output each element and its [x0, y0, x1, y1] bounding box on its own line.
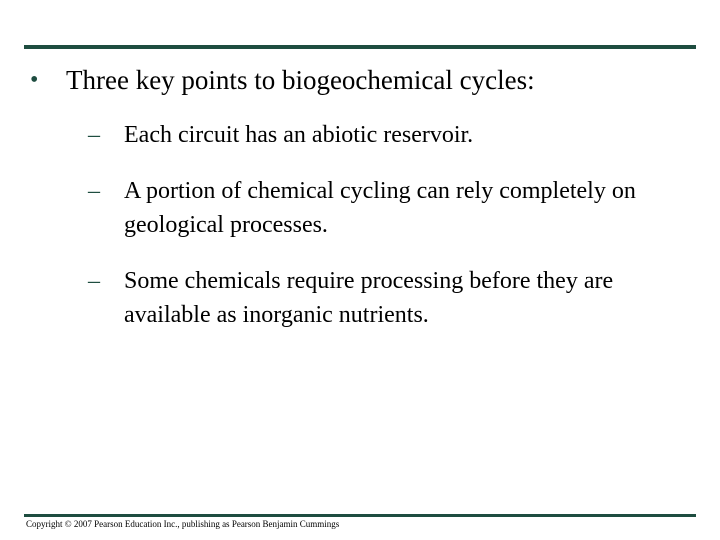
sub-point-text: Each circuit has an abiotic reservoir.	[124, 122, 474, 148]
sub-point-text: Some chemicals require processing before they are available as inorganic nutrients.	[124, 268, 614, 328]
sub-point-list	[88, 118, 698, 354]
dash-icon: –	[88, 268, 100, 294]
bottom-divider	[24, 514, 696, 517]
sub-point-text: A portion of chemical cycling can rely completely on geological processes.	[124, 178, 636, 238]
main-bullet-text: Three key points to biogeochemical cycles:	[66, 65, 535, 95]
sub-point-item	[88, 118, 698, 152]
sub-point-item	[88, 174, 698, 242]
main-bullet	[30, 64, 690, 97]
copyright-footer: Copyright © 2007 Pearson Education Inc., publishing as Pearson Benjamin Cummings	[26, 519, 340, 529]
dash-icon: –	[88, 178, 100, 204]
top-divider	[24, 45, 696, 49]
sub-point-item	[88, 264, 698, 332]
dash-icon: –	[88, 122, 100, 148]
bullet-icon: •	[30, 67, 39, 93]
